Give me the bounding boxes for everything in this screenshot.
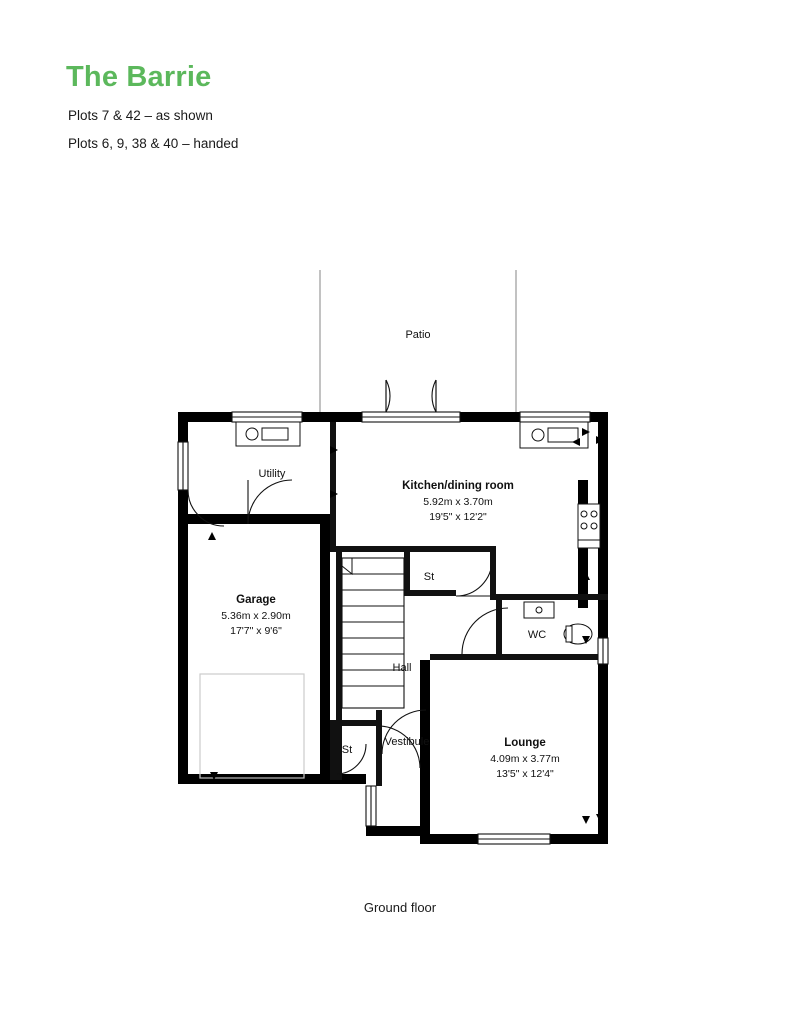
room-label-hall: Hall <box>392 662 412 674</box>
room-label-vestibule: Vestibule <box>384 736 430 748</box>
interior-walls <box>330 422 608 786</box>
staircase <box>342 558 404 708</box>
floor-plan <box>0 240 800 940</box>
plan-header <box>66 62 566 164</box>
room-label-store-lower: St <box>341 744 353 756</box>
room-label-wc: WC <box>527 629 547 641</box>
patio-outline <box>320 270 516 418</box>
floor-plan-drawing <box>0 240 800 940</box>
room-label-lounge: Lounge 4.09m x 3.77m 13'5" x 12'4" <box>490 737 560 780</box>
room-label-store-upper: St <box>423 571 435 583</box>
room-label-patio: Patio <box>405 329 431 341</box>
garage-parking-area <box>200 674 304 778</box>
page-title: The Barrie <box>66 61 212 93</box>
floor-caption: Ground floor <box>363 900 437 915</box>
room-label-utility: Utility <box>258 468 286 480</box>
patio-french-doors <box>362 380 460 422</box>
plots-as-shown-text: Plots 7 & 42 – as shown <box>68 107 213 123</box>
room-label-kitchen: Kitchen/dining room 5.92m x 3.70m 19'5" x 12'2" <box>402 480 514 523</box>
plots-handed-text: Plots 6, 9, 38 & 40 – handed <box>68 136 239 152</box>
room-label-garage: Garage 5.36m x 2.90m 17'7" x 9'6" <box>221 594 291 637</box>
